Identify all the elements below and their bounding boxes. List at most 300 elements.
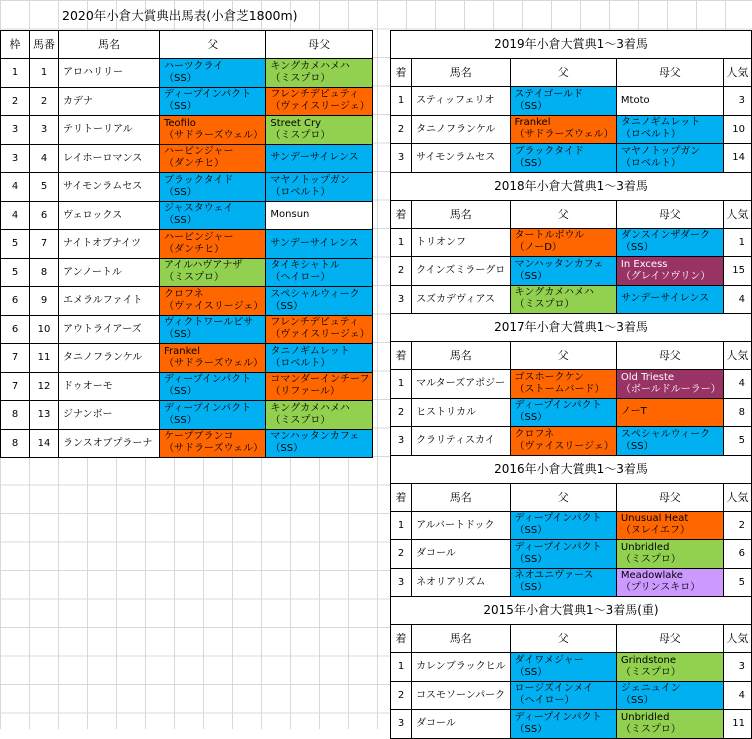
damsire-line: （ボールドルーラー） bbox=[620, 383, 721, 395]
sire-line: （SS） bbox=[164, 101, 197, 113]
damsire-cell bbox=[266, 144, 372, 173]
entry-row[interactable] bbox=[1, 201, 373, 230]
damsire-line: （ロベルト） bbox=[270, 357, 331, 369]
waku-cell: 3 bbox=[1, 144, 30, 173]
result-row[interactable] bbox=[391, 87, 752, 116]
rank-cell: 2 bbox=[391, 257, 412, 286]
header-damsire: 母父 bbox=[616, 200, 723, 228]
sire-name: ケープブランコ bbox=[164, 431, 234, 443]
sire-name: ブラックタイド bbox=[514, 145, 584, 157]
umaban-cell: 6 bbox=[30, 201, 59, 230]
damsire-line: （ヴァイスリージェ） bbox=[270, 329, 370, 341]
waku-cell: 3 bbox=[1, 116, 30, 145]
sire-name: ジャスタウェイ bbox=[164, 203, 234, 215]
sire-line: （ヴァイスリージェ） bbox=[514, 440, 614, 452]
damsire-line: （ミスプロ） bbox=[620, 553, 681, 565]
sire-name: Frankel bbox=[164, 345, 200, 357]
sire-name: ディープインパクト bbox=[514, 541, 602, 553]
sire-cell bbox=[510, 681, 616, 710]
popularity-cell: 3 bbox=[723, 87, 751, 116]
damsire-line: （ロベルト） bbox=[270, 186, 331, 198]
horse-name-cell: ダコール bbox=[412, 710, 510, 739]
damsire-name: Unbridled bbox=[620, 711, 670, 723]
damsire-cell bbox=[616, 257, 723, 286]
horse-name-cell: クインズミラーグロ bbox=[412, 257, 510, 286]
sire-cell bbox=[510, 568, 616, 597]
sire-cell bbox=[160, 401, 266, 430]
damsire-cell bbox=[616, 115, 723, 144]
damsire-line: （ミスプロ） bbox=[270, 72, 331, 84]
sire-name: クロフネ bbox=[164, 288, 204, 300]
damsire-cell bbox=[616, 511, 723, 540]
results-header-row bbox=[391, 625, 752, 653]
sire-cell bbox=[160, 59, 266, 88]
entry-row[interactable] bbox=[1, 258, 373, 287]
sire-cell bbox=[160, 344, 266, 373]
damsire-line: （SS） bbox=[270, 300, 304, 312]
horse-name-cell: コスモソーンパーク bbox=[412, 681, 510, 710]
damsire-line: （ロベルト） bbox=[620, 129, 681, 141]
damsire-cell bbox=[266, 116, 372, 145]
damsire-line: （ミスプロ） bbox=[620, 723, 681, 735]
results-header-row bbox=[391, 59, 752, 87]
horse-name-cell: スズカデヴィアス bbox=[412, 285, 510, 314]
damsire-cell bbox=[616, 398, 723, 427]
sire-name: クロフネ bbox=[514, 428, 555, 440]
section-title-row bbox=[391, 314, 752, 342]
sire-cell bbox=[160, 201, 266, 230]
sire-line: （ヘイロー） bbox=[514, 695, 575, 707]
damsire-name: ダンスインザダーク bbox=[620, 230, 711, 242]
sire-line: （ミスプロ） bbox=[164, 272, 224, 284]
umaban-cell: 2 bbox=[30, 87, 59, 116]
rank-cell: 3 bbox=[391, 427, 412, 456]
result-row[interactable] bbox=[391, 710, 752, 739]
sire-name: ステイゴールド bbox=[514, 88, 583, 100]
section-title-row bbox=[391, 172, 752, 200]
horse-name-cell: カレンブラックヒル bbox=[412, 653, 510, 682]
sire-name: ディープインパクト bbox=[514, 400, 602, 412]
horse-name-cell: ランスオブプラーナ bbox=[59, 429, 160, 458]
damsire-cell bbox=[266, 287, 372, 316]
header-sire: 父 bbox=[510, 200, 616, 228]
damsire-cell bbox=[616, 568, 723, 597]
rank-cell: 1 bbox=[391, 87, 412, 116]
damsire-line: （SS） bbox=[620, 242, 654, 254]
damsire-cell bbox=[266, 173, 372, 202]
sire-name: ディープインパクト bbox=[164, 374, 252, 386]
umaban-cell: 8 bbox=[30, 258, 59, 287]
damsire-cell bbox=[266, 315, 372, 344]
damsire-line: （プリンスキロ） bbox=[620, 582, 701, 594]
horse-name-cell: アンノートル bbox=[59, 258, 160, 287]
damsire-cell bbox=[616, 540, 723, 569]
sire-cell bbox=[160, 315, 266, 344]
sire-line: （ダンチヒ） bbox=[164, 158, 225, 170]
section-title-row bbox=[391, 455, 752, 483]
sire-cell bbox=[160, 116, 266, 145]
sire-cell bbox=[510, 427, 616, 456]
sire-name: アイルハヴアナザ bbox=[164, 260, 243, 272]
sire-cell bbox=[510, 398, 616, 427]
header-sire: 父 bbox=[510, 625, 616, 653]
damsire-cell bbox=[616, 370, 723, 399]
umaban-cell: 3 bbox=[30, 116, 59, 145]
sire-cell bbox=[160, 287, 266, 316]
sire-cell bbox=[510, 710, 616, 739]
entry-row[interactable] bbox=[1, 287, 373, 316]
sire-cell bbox=[160, 372, 266, 401]
sire-cell bbox=[160, 173, 266, 202]
rank-cell: 2 bbox=[391, 540, 412, 569]
damsire-line: （ミスプロ） bbox=[270, 414, 331, 426]
damsire-name: フレンチデピュティ bbox=[270, 317, 359, 329]
result-row[interactable] bbox=[391, 398, 752, 427]
sire-line: （ダンチヒ） bbox=[164, 243, 225, 255]
header-umaban: 馬番 bbox=[30, 31, 59, 59]
sire-line: （SS） bbox=[164, 72, 197, 84]
damsire-cell bbox=[266, 429, 372, 458]
sire-line: （ストームバード） bbox=[514, 383, 605, 395]
result-row[interactable] bbox=[391, 257, 752, 286]
damsire-line: （リファール） bbox=[270, 386, 341, 398]
waku-cell: 2 bbox=[1, 87, 30, 116]
damsire-name: Old Trieste bbox=[620, 371, 675, 383]
rank-cell: 1 bbox=[391, 370, 412, 399]
horse-name-cell: マルターズアポジー bbox=[412, 370, 510, 399]
sire-name: Frankel bbox=[514, 117, 551, 129]
entry-row[interactable] bbox=[1, 429, 373, 458]
result-row[interactable] bbox=[391, 427, 752, 456]
sire-line: （SS） bbox=[164, 215, 197, 227]
entries-header-row bbox=[1, 31, 373, 59]
header-name: 馬名 bbox=[412, 342, 510, 370]
result-row[interactable] bbox=[391, 115, 752, 144]
sire-line: （SS） bbox=[514, 525, 548, 537]
header-rank: 着 bbox=[391, 625, 412, 653]
sire-cell bbox=[510, 285, 616, 314]
sire-line: （SS） bbox=[164, 386, 197, 398]
sire-cell bbox=[160, 144, 266, 173]
sire-cell bbox=[160, 258, 266, 287]
entry-row[interactable] bbox=[1, 372, 373, 401]
sire-line: （サドラーズウェル） bbox=[514, 129, 614, 141]
damsire-name: マンハッタンカフェ bbox=[270, 431, 360, 443]
rank-cell: 2 bbox=[391, 681, 412, 710]
damsire-cell bbox=[266, 401, 372, 430]
umaban-cell: 7 bbox=[30, 230, 59, 259]
damsire-name: タニノギムレット bbox=[620, 117, 701, 129]
damsire-line: （ミスプロ） bbox=[270, 129, 331, 141]
damsire-line: （ヘイロー） bbox=[270, 272, 331, 284]
damsire-name: キングカメハメハ bbox=[270, 402, 350, 414]
damsire-name: サンデーサイレンス bbox=[270, 237, 359, 249]
horse-name-cell: レイホーロマンス bbox=[59, 144, 160, 173]
result-row[interactable] bbox=[391, 370, 752, 399]
horse-name-cell: エメラルファイト bbox=[59, 287, 160, 316]
damsire-cell bbox=[616, 681, 723, 710]
waku-cell: 8 bbox=[1, 429, 30, 458]
sire-cell bbox=[160, 230, 266, 259]
header-sire: 父 bbox=[510, 342, 616, 370]
sire-name: ダイワメジャー bbox=[514, 654, 584, 666]
entry-row[interactable] bbox=[1, 59, 373, 88]
header-damsire: 母父 bbox=[616, 625, 723, 653]
sire-cell bbox=[510, 87, 616, 116]
horse-name-cell: アルバートドック bbox=[412, 511, 510, 540]
sire-name: ディープインパクト bbox=[514, 711, 602, 723]
header-rank: 着 bbox=[391, 342, 412, 370]
sire-cell bbox=[510, 511, 616, 540]
waku-cell: 4 bbox=[1, 173, 30, 202]
header-popularity: 人気 bbox=[723, 59, 751, 87]
entry-row[interactable] bbox=[1, 230, 373, 259]
damsire-line: （SS） bbox=[620, 695, 654, 707]
umaban-cell: 5 bbox=[30, 173, 59, 202]
horse-name-cell: アウトライアーズ bbox=[59, 315, 160, 344]
sire-name: ディープインパクト bbox=[164, 402, 252, 414]
umaban-cell: 9 bbox=[30, 287, 59, 316]
header-name: 馬名 bbox=[412, 483, 510, 511]
result-row[interactable] bbox=[391, 568, 752, 597]
waku-cell: 5 bbox=[1, 230, 30, 259]
rank-cell: 3 bbox=[391, 285, 412, 314]
waku-cell: 5 bbox=[1, 258, 30, 287]
rank-cell: 1 bbox=[391, 228, 412, 257]
popularity-cell: 10 bbox=[723, 115, 751, 144]
damsire-line: （ヴァイスリージェ） bbox=[270, 101, 370, 113]
sire-line: （SS） bbox=[514, 412, 548, 424]
damsire-cell bbox=[616, 144, 723, 173]
rank-cell: 3 bbox=[391, 144, 412, 173]
header-waku: 枠 bbox=[1, 31, 30, 59]
damsire-name: In Excess bbox=[620, 258, 668, 270]
horse-name-cell: トリオンフ bbox=[412, 228, 510, 257]
umaban-cell: 1 bbox=[30, 59, 59, 88]
horse-name-cell: アロハリリー bbox=[59, 59, 160, 88]
section-title: 2017年小倉大賞典1～3着馬 bbox=[391, 314, 752, 342]
horse-name-cell: ドゥオーモ bbox=[59, 372, 160, 401]
header-name: 馬名 bbox=[412, 625, 510, 653]
results-header-row bbox=[391, 342, 752, 370]
horse-name-cell: クラリティスカイ bbox=[412, 427, 510, 456]
damsire-name: Mtoto bbox=[620, 94, 650, 106]
rank-cell: 1 bbox=[391, 511, 412, 540]
sire-cell bbox=[510, 257, 616, 286]
entry-row[interactable] bbox=[1, 401, 373, 430]
entries-table bbox=[0, 30, 373, 458]
damsire-name: ノーT bbox=[620, 406, 647, 418]
section-title: 2016年小倉大賞典1～3着馬 bbox=[391, 455, 752, 483]
popularity-cell: 5 bbox=[723, 427, 751, 456]
sire-line: （サドラーズウェル） bbox=[164, 443, 264, 455]
result-row[interactable] bbox=[391, 540, 752, 569]
rank-cell: 2 bbox=[391, 398, 412, 427]
sire-cell bbox=[510, 144, 616, 173]
section-title: 2015年小倉大賞典1～3着馬(重) bbox=[391, 597, 752, 625]
rank-cell: 3 bbox=[391, 710, 412, 739]
sire-line: （SS） bbox=[164, 186, 197, 198]
result-row[interactable] bbox=[391, 681, 752, 710]
header-name: 馬名 bbox=[412, 200, 510, 228]
damsire-name: マヤノトップガン bbox=[270, 174, 350, 186]
popularity-cell: 14 bbox=[723, 144, 751, 173]
damsire-name: スペシャルウィーク bbox=[620, 428, 711, 440]
horse-name-cell: タニノフランケル bbox=[59, 344, 160, 373]
damsire-name: コマンダーインチーフ bbox=[270, 374, 370, 386]
sire-name: ゴスホークケン bbox=[514, 371, 584, 383]
entry-row[interactable] bbox=[1, 87, 373, 116]
header-rank: 着 bbox=[391, 200, 412, 228]
damsire-line: （SS） bbox=[270, 443, 304, 455]
damsire-line: （ヌレイエフ） bbox=[620, 525, 691, 537]
sire-line: （SS） bbox=[514, 723, 548, 735]
header-sire: 父 bbox=[510, 483, 616, 511]
result-row[interactable] bbox=[391, 144, 752, 173]
rank-cell: 3 bbox=[391, 568, 412, 597]
entry-row[interactable] bbox=[1, 344, 373, 373]
header-damsire: 母父 bbox=[616, 59, 723, 87]
sire-line: （SS） bbox=[514, 270, 548, 282]
header-sire: 父 bbox=[510, 59, 616, 87]
section-title: 2019年小倉大賞典1～3着馬 bbox=[391, 31, 752, 59]
popularity-cell: 4 bbox=[723, 285, 751, 314]
sire-line: （SS） bbox=[164, 329, 197, 341]
sire-line: （SS） bbox=[514, 582, 548, 594]
sire-name: キングカメハメハ bbox=[514, 287, 594, 299]
damsire-line: （SS） bbox=[620, 440, 654, 452]
sire-name: ロージズインメイ bbox=[514, 683, 594, 695]
waku-cell: 7 bbox=[1, 372, 30, 401]
result-row[interactable] bbox=[391, 228, 752, 257]
popularity-cell: 8 bbox=[723, 398, 751, 427]
horse-name-cell: ヴェロックス bbox=[59, 201, 160, 230]
umaban-cell: 11 bbox=[30, 344, 59, 373]
popularity-cell: 4 bbox=[723, 370, 751, 399]
damsire-cell bbox=[266, 372, 372, 401]
damsire-cell bbox=[266, 344, 372, 373]
damsire-name: Meadowlake bbox=[620, 570, 683, 582]
sire-name: ディープインパクト bbox=[164, 89, 252, 101]
results-header-row bbox=[391, 200, 752, 228]
sire-name: マンハッタンカフェ bbox=[514, 258, 604, 270]
horse-name-cell: ダコール bbox=[412, 540, 510, 569]
horse-name-cell: ネオリアリズム bbox=[412, 568, 510, 597]
sire-name: Teofilo bbox=[164, 117, 196, 129]
page-title: 2020年小倉大賞典出馬表(小倉芝1800m) bbox=[62, 8, 298, 23]
sire-name: ハービンジャー bbox=[164, 146, 234, 158]
damsire-cell bbox=[266, 201, 372, 230]
sire-cell bbox=[510, 653, 616, 682]
waku-cell: 1 bbox=[1, 59, 30, 88]
header-sire: 父 bbox=[160, 31, 266, 59]
header-popularity: 人気 bbox=[723, 200, 751, 228]
damsire-line: （グレイソヴリン） bbox=[620, 270, 711, 282]
horse-name-cell: ジナンボー bbox=[59, 401, 160, 430]
damsire-line: （ミスプロ） bbox=[620, 666, 681, 678]
sire-cell bbox=[510, 228, 616, 257]
entry-row[interactable] bbox=[1, 116, 373, 145]
popularity-cell: 1 bbox=[723, 228, 751, 257]
header-damsire: 母父 bbox=[616, 342, 723, 370]
sire-name: ディープインパクト bbox=[514, 513, 602, 525]
sire-line: （ミスプロ） bbox=[514, 299, 575, 311]
damsire-name: Street Cry bbox=[270, 117, 321, 129]
damsire-cell bbox=[616, 87, 723, 116]
waku-cell: 6 bbox=[1, 315, 30, 344]
popularity-cell: 3 bbox=[723, 653, 751, 682]
sire-line: （SS） bbox=[514, 157, 548, 169]
damsire-cell bbox=[616, 285, 723, 314]
horse-name-cell: タニノフランケル bbox=[412, 115, 510, 144]
header-rank: 着 bbox=[391, 483, 412, 511]
entry-row[interactable] bbox=[1, 144, 373, 173]
waku-cell: 4 bbox=[1, 201, 30, 230]
section-title-row bbox=[391, 31, 752, 59]
popularity-cell: 2 bbox=[723, 511, 751, 540]
damsire-name: Unusual Heat bbox=[620, 513, 689, 525]
sire-name: ハービンジャー bbox=[164, 231, 234, 243]
damsire-name: Monsun bbox=[270, 209, 310, 221]
rank-cell: 1 bbox=[391, 653, 412, 682]
rank-cell: 2 bbox=[391, 115, 412, 144]
entry-row[interactable] bbox=[1, 315, 373, 344]
damsire-name: キングカメハメハ bbox=[270, 60, 350, 72]
damsire-name: タイキシャトル bbox=[270, 260, 340, 272]
sire-line: （サドラーズウェル） bbox=[164, 357, 264, 369]
horse-name-cell: サイモンラムセス bbox=[59, 173, 160, 202]
waku-cell: 8 bbox=[1, 401, 30, 430]
result-row[interactable] bbox=[391, 285, 752, 314]
sire-cell bbox=[160, 87, 266, 116]
horse-name-cell: テリトーリアル bbox=[59, 116, 160, 145]
damsire-name: フレンチデピュティ bbox=[270, 89, 359, 101]
umaban-cell: 10 bbox=[30, 315, 59, 344]
sire-line: （SS） bbox=[514, 666, 548, 678]
damsire-cell bbox=[266, 258, 372, 287]
header-popularity: 人気 bbox=[723, 342, 751, 370]
damsire-cell bbox=[616, 710, 723, 739]
damsire-cell bbox=[616, 427, 723, 456]
sire-name: ハーツクライ bbox=[164, 60, 224, 72]
popularity-cell: 11 bbox=[723, 710, 751, 739]
sire-line: （ノーD） bbox=[514, 242, 562, 254]
umaban-cell: 12 bbox=[30, 372, 59, 401]
sire-line: （SS） bbox=[164, 414, 197, 426]
header-rank: 着 bbox=[391, 59, 412, 87]
sire-line: （SS） bbox=[514, 553, 548, 565]
damsire-name: サンデーサイレンス bbox=[620, 293, 710, 305]
sire-line: （ヴァイスリージェ） bbox=[164, 300, 264, 312]
result-row[interactable] bbox=[391, 511, 752, 540]
header-name: 馬名 bbox=[412, 59, 510, 87]
horse-name-cell: サイモンラムセス bbox=[412, 144, 510, 173]
header-popularity: 人気 bbox=[723, 625, 751, 653]
damsire-name: サンデーサイレンス bbox=[270, 152, 359, 164]
horse-name-cell: スティッフェリオ bbox=[412, 87, 510, 116]
damsire-cell bbox=[266, 230, 372, 259]
entry-row[interactable] bbox=[1, 173, 373, 202]
sire-cell bbox=[510, 540, 616, 569]
result-row[interactable] bbox=[391, 653, 752, 682]
horse-name-cell: ヒストリカル bbox=[412, 398, 510, 427]
damsire-cell bbox=[266, 87, 372, 116]
popularity-cell: 15 bbox=[723, 257, 751, 286]
sire-cell bbox=[510, 115, 616, 144]
umaban-cell: 4 bbox=[30, 144, 59, 173]
header-name: 馬名 bbox=[59, 31, 160, 59]
popularity-cell: 6 bbox=[723, 540, 751, 569]
